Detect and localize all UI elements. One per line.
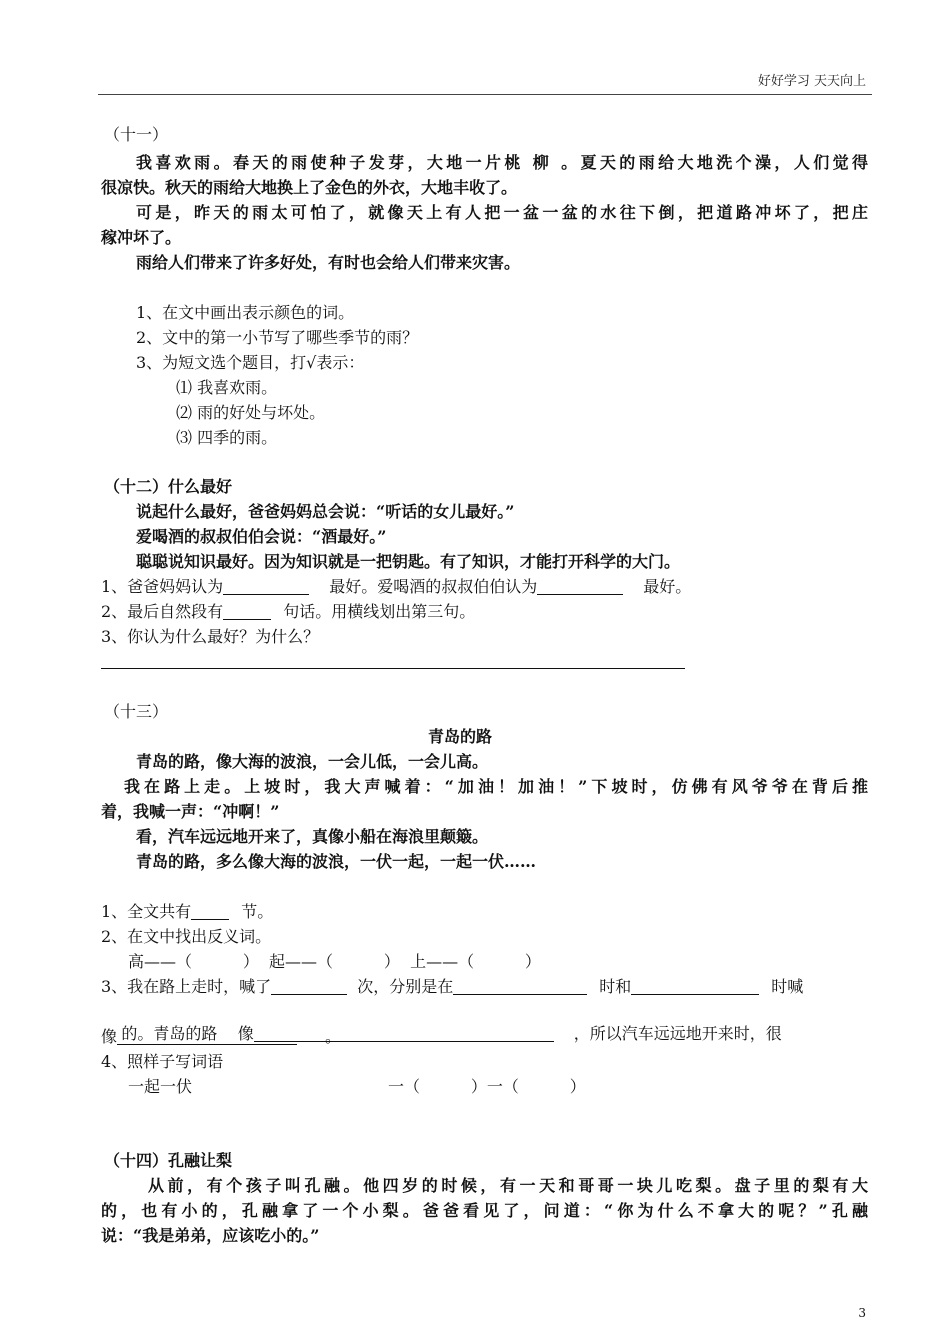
s13-q3-text-d: 时喊: [771, 977, 804, 996]
s12-q1-text-b: 最好。爱喝酒的叔叔伯伯认为: [329, 577, 538, 596]
s13-question-3-line-1: [101, 976, 803, 998]
s13-q3-blank-5[interactable]: [117, 1028, 297, 1045]
s12-q1-blank-1[interactable]: [223, 578, 309, 595]
s13-q3-blank-1[interactable]: [271, 978, 347, 995]
s13-q1-blank[interactable]: [191, 903, 229, 920]
s13-paragraph-1: 青岛的路，像大海的波浪，一会儿低，一会儿高。: [136, 752, 489, 771]
s14-paragraph-1b: 的，也有小的，孔融拿了一个小梨。爸爸看见了，问道：“你为什么不拿大的呢？”孔融: [101, 1201, 868, 1220]
s13-paragraph-2b: 着，我喊一声：“冲啊！”: [101, 802, 280, 821]
s13-q1-text-a: 1、全文共有: [101, 902, 192, 921]
s12-q1-text-a: 1、爸爸妈妈认为: [101, 577, 224, 596]
s12-q2-text-a: 2、最后自然段有: [101, 602, 224, 621]
s13-question-2: 2、在文中找出反义词。: [101, 927, 272, 946]
s12-paragraph-3: 聪聪说知识最好。因为知识就是一把钥匙。有了知识，才能打开科学的大门。: [136, 552, 681, 571]
header-rule: [98, 94, 872, 95]
s12-paragraph-2: 爱喝酒的叔叔伯伯会说：“酒最好。”: [136, 527, 387, 546]
s11-option-1: ⑴ 我喜欢雨。: [176, 378, 278, 397]
s13-question-3-line-3: [101, 1026, 341, 1048]
section-12-heading: （十二）什么最好: [104, 477, 233, 496]
s13-paragraph-3: 看，汽车远远地开来了，真像小船在海浪里颠簸。: [136, 827, 489, 846]
s11-paragraph-3: 雨给人们带来了许多好处，有时也会给人们带来灾害。: [136, 253, 521, 272]
s13-title: 青岛的路: [428, 727, 493, 746]
s11-question-2: 2、文中的第一小节写了哪些季节的雨？: [136, 328, 419, 347]
s13-q1-text-b: 节。: [241, 902, 274, 921]
s11-option-2: ⑵ 雨的好处与坏处。: [176, 403, 326, 422]
s12-question-3: 3、你认为什么最好？为什么？: [101, 627, 320, 646]
s12-q1-blank-2[interactable]: [537, 578, 623, 595]
s12-answer-line[interactable]: [101, 668, 685, 669]
s13-question-4: 4、照样子写词语: [101, 1052, 224, 1071]
s13-q3-text-f: ，所以汽车远远地开来时，很: [573, 1024, 782, 1043]
s13-q3-text-b: 次，分别是在: [357, 977, 454, 996]
s11-question-1: 1、在文中画出表示颜色的词。: [136, 303, 355, 322]
s13-q3-text-h: 。: [325, 1027, 342, 1046]
s13-paragraph-4: 青岛的路，多么像大海的波浪，一伏一起，一起一伏……: [136, 852, 537, 871]
s13-q3-blank-3[interactable]: [631, 978, 759, 995]
section-13-heading: （十三）: [104, 702, 169, 721]
s12-q2-text-b: 句话。用横线划出第三句。: [283, 602, 476, 621]
s11-paragraph-2b: 稼冲坏了。: [101, 228, 182, 247]
section-11-heading: （十一）: [104, 125, 169, 144]
s11-option-3: ⑶ 四季的雨。: [176, 428, 278, 447]
s13-q4-blank[interactable]: 一（ ）一（ ）: [388, 1077, 586, 1096]
s11-paragraph-1a: 我喜欢雨。春天的雨使种子发芽，大地一片桃 柳 。夏天的雨给大地洗个澡，人们觉得: [136, 153, 868, 172]
s12-question-2: [101, 601, 475, 623]
s12-question-1: [101, 576, 691, 598]
s11-question-3: 3、为短文选个题目，打√表示：: [136, 353, 365, 372]
s14-paragraph-1a: 从前，有个孩子叫孔融。他四岁的时候，有一天和哥哥一块儿吃梨。盘子里的梨有大: [148, 1176, 868, 1195]
s13-q3-blank-2[interactable]: [453, 978, 587, 995]
s11-paragraph-2a: 可是，昨天的雨太可怕了，就像天上有人把一盆一盆的水往下倒，把道路冲坏了，把庄: [136, 203, 868, 222]
s13-question-1: [101, 901, 273, 923]
s12-q2-blank[interactable]: [223, 603, 271, 620]
s13-paragraph-2a: 我在路上走。上坡时，我大声喊着：“加油！加油！”下坡时，仿佛有风爷爷在背后推: [124, 777, 868, 796]
s13-q3-text-c: 时和: [599, 977, 632, 996]
s13-antonym-pairs[interactable]: 高——（ ） 起——（ ） 上——（ ）: [128, 952, 541, 971]
section-14-heading: （十四）孔融让梨: [104, 1151, 233, 1170]
s14-paragraph-1c: 说：“我是弟弟，应该吃小的。”: [101, 1226, 320, 1245]
s13-q4-example: 一起一伏: [128, 1077, 193, 1096]
s13-q3-text-g: 像: [101, 1027, 118, 1046]
s13-q3-text-e: 的。青岛的路 像: [121, 1024, 254, 1043]
page-number: 3: [858, 1306, 866, 1320]
s11-paragraph-1b: 很凉快。秋天的雨给大地换上了金色的外衣，大地丰收了。: [101, 178, 518, 197]
page-header: 好好学习 天天向上: [757, 74, 866, 89]
s12-q1-text-c: 最好。: [643, 577, 692, 596]
s13-q3-text-a: 3、我在路上走时，喊了: [101, 977, 272, 996]
s12-paragraph-1: 说起什么最好，爸爸妈妈总会说：“听话的女儿最好。”: [136, 502, 515, 521]
